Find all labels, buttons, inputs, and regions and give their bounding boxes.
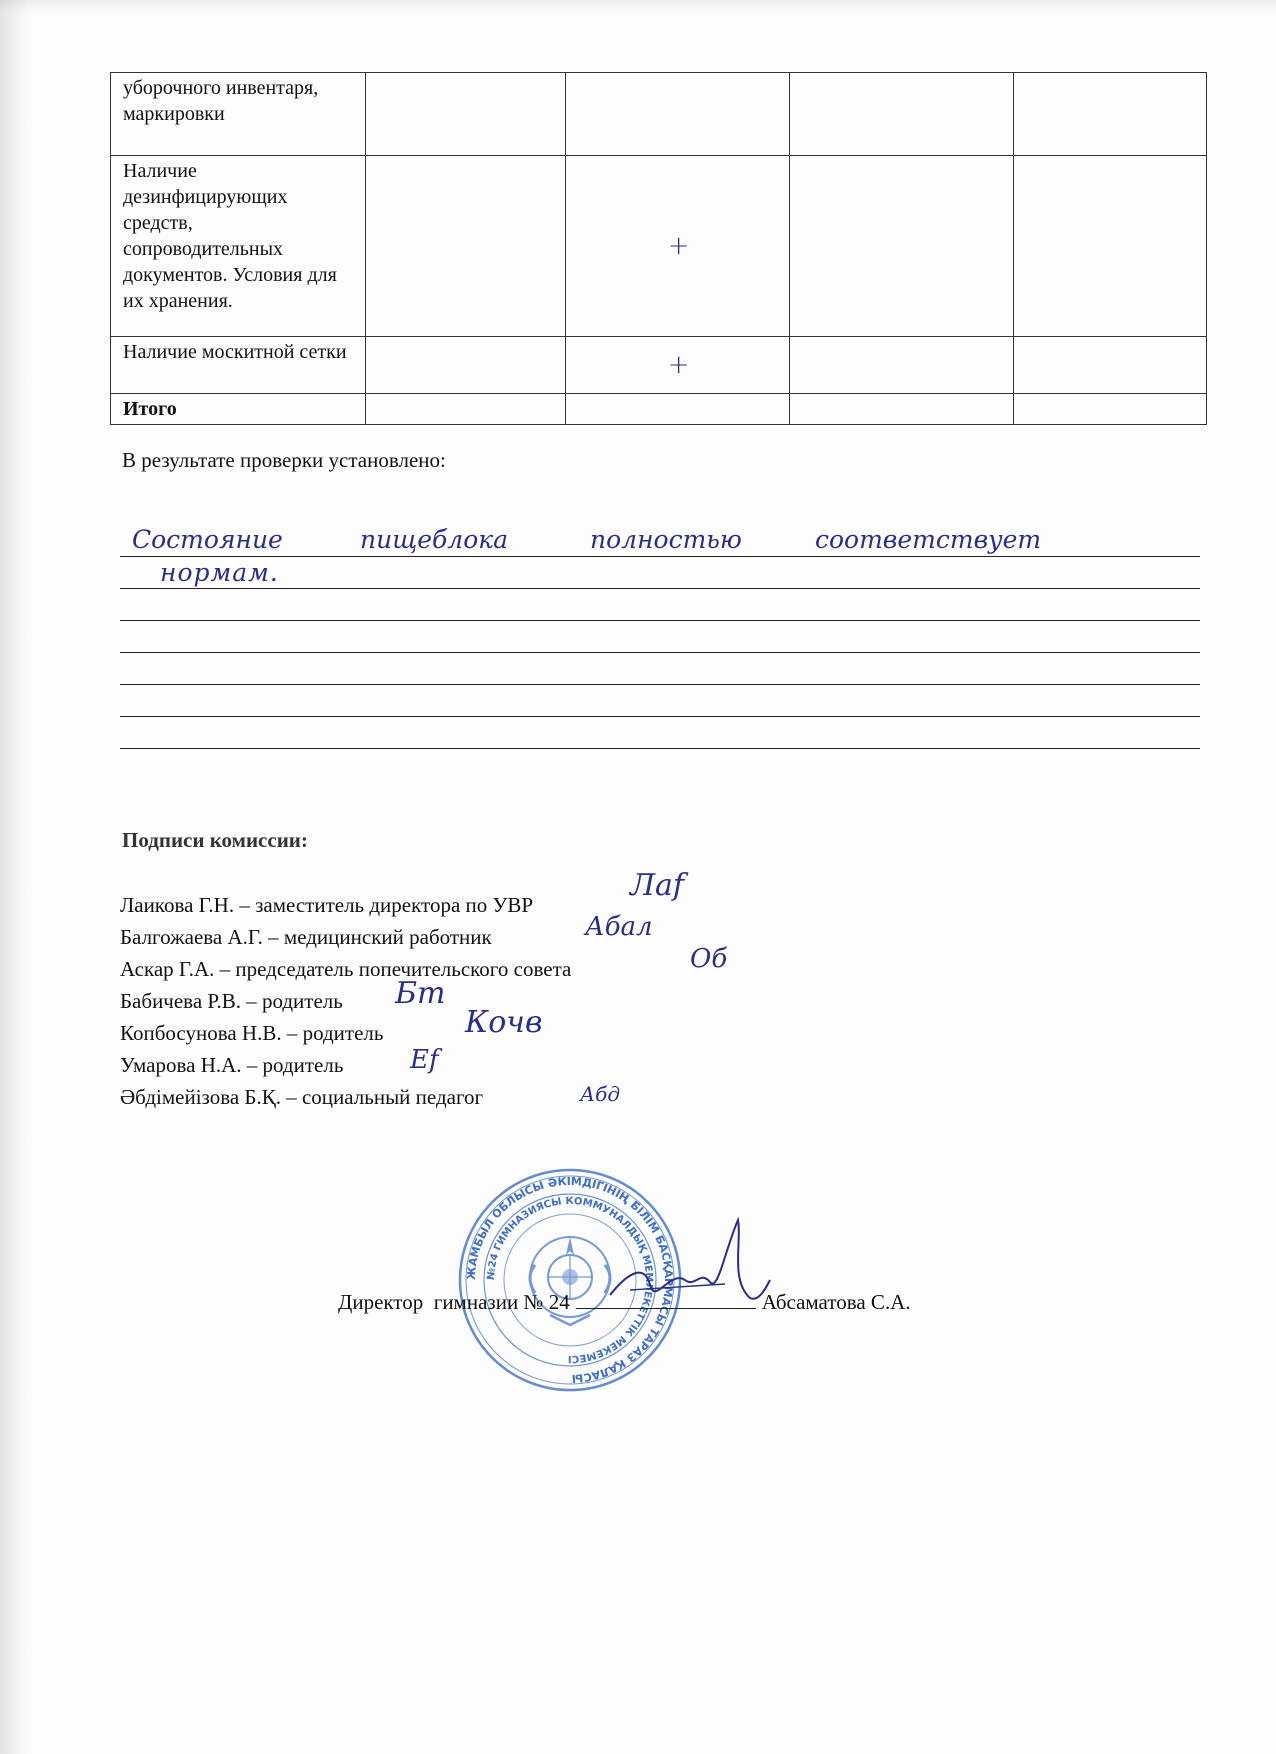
scan-top-shadow [0, 0, 1276, 14]
table-row [111, 73, 1207, 156]
director-line [338, 1290, 911, 1315]
table-cell [366, 394, 566, 425]
table-cell [790, 73, 1013, 156]
ruled-line [120, 748, 1200, 749]
table-cell-label: уборочного инвентаря, маркировки [111, 73, 366, 156]
handwritten-text: нормам. [160, 558, 279, 587]
table-cell-label: Итого [111, 394, 366, 425]
table-cell [790, 394, 1013, 425]
commission-member: Лаикова Г.Н. – заместитель директора по УВР [120, 893, 534, 917]
table-row [111, 156, 1207, 337]
commission-member: Аскар Г.А. – председатель попечительского совета [120, 957, 572, 981]
table-cell [1013, 337, 1206, 394]
signature: Кочв [465, 1005, 543, 1040]
director-label: Директор гимназии № 24 [338, 1290, 570, 1314]
ruled-line [120, 620, 1200, 621]
table-cell [366, 156, 566, 337]
table-row [111, 337, 1207, 394]
commission-member: Әбдімейізова Б.Қ. – социальный педагог [120, 1085, 484, 1109]
table-cell-label: Наличие москитной сетки [111, 337, 366, 394]
signature: Абд [580, 1082, 621, 1106]
inspection-table [110, 72, 1207, 425]
table-cell [1013, 156, 1206, 337]
commission-member: Умарова Н.А. – родитель [120, 1053, 344, 1077]
commission-member: Балгожаева А.Г. – медицинский работник [120, 925, 492, 949]
table-cell-mark [565, 73, 790, 156]
result-label: В результате проверки установлено: [122, 448, 446, 472]
signature: Об [690, 944, 728, 974]
stamp-outer-textpath: ЖАМБЫЛ ОБЛЫСЫ ӘКІМДІГІНІҢ БІЛІМ БАСҚАРМАСЫ ТАРАЗ ҚАЛАСЫ [464, 1174, 676, 1386]
signature: Абал [585, 912, 653, 942]
table-cell [1013, 394, 1206, 425]
ruled-line [120, 716, 1200, 717]
handwritten-word: пищеблока [360, 525, 509, 554]
scan-edge-shadow [0, 0, 30, 1754]
table-cell [790, 337, 1013, 394]
table-cell [1013, 73, 1206, 156]
table-cell [366, 73, 566, 156]
director-name: Абсаматова С.А. [761, 1290, 911, 1314]
signatures-title: Подписи комиссии: [122, 828, 308, 852]
signature: Лаf [630, 868, 685, 903]
ruled-line [120, 684, 1200, 685]
table-cell-mark: + [565, 337, 790, 394]
handwritten-word: Состояние [132, 525, 283, 554]
table-cell [565, 394, 790, 425]
ruled-line [120, 652, 1200, 653]
signature: Бт [395, 976, 446, 1011]
table-cell-mark: + [565, 156, 790, 337]
handwritten-word: полностью [590, 525, 742, 554]
ruled-line [120, 588, 1200, 589]
handwritten-word: соответствует [815, 525, 1042, 554]
table-row-total [111, 394, 1207, 425]
table-cell [790, 156, 1013, 337]
signature: Ef [410, 1045, 439, 1075]
ruled-line [120, 556, 1200, 557]
stamp-inner-textpath: №24 ГИМНАЗИЯСЫ КОММУНАЛДЫҚ МЕМЛЕКЕТТІК МЕКЕМЕСІ [485, 1195, 655, 1365]
commission-member: Бабичева Р.В. – родитель [120, 989, 343, 1013]
signature-line [576, 1290, 756, 1309]
table-cell [366, 337, 566, 394]
commission-member: Копбосунова Н.В. – родитель [120, 1021, 384, 1045]
table-cell-label: Наличие дезинфицирующих средств, сопроводительных документов. Условия для их хранения. [111, 156, 366, 337]
